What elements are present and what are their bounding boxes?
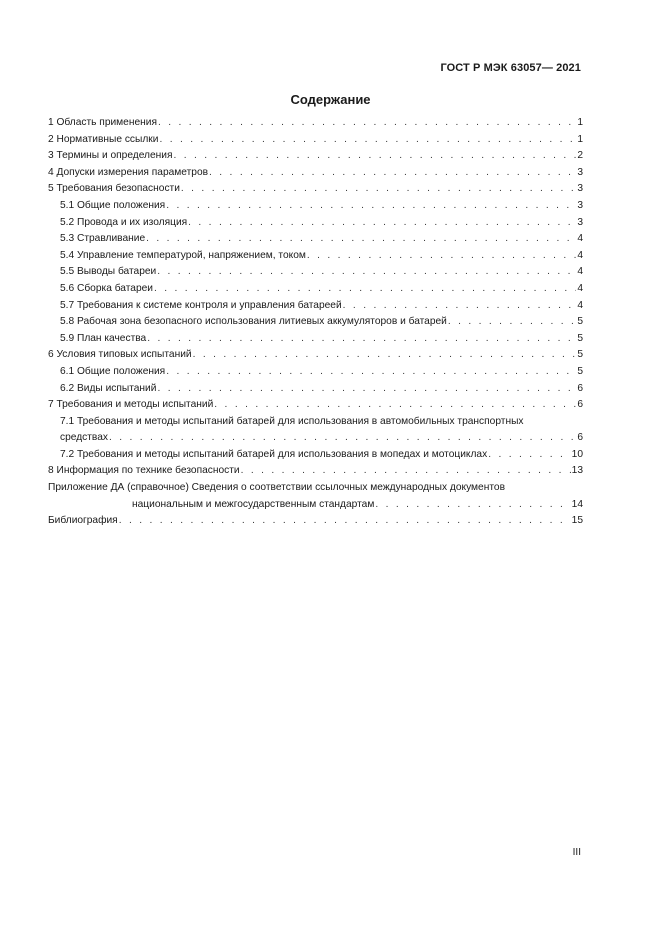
toc-entry-page: 3 [577,166,583,178]
standard-code: ГОСТ Р МЭК 63057— 2021 [440,62,581,74]
toc-entry-text-continued: национальным и межгосударственным стандартам [132,498,375,510]
toc-leader-dots [188,215,576,232]
toc-entry-text: 5.3 Стравливание [60,233,146,245]
toc-entry-page: 4 [577,282,583,294]
toc-entry-page: 6 [577,399,583,411]
toc-leader-dots [159,132,576,149]
toc-leader-dots [173,148,576,165]
toc-entry-page: 6 [577,432,583,444]
toc-entry-text: Приложение ДА (справочное) Сведения о соответствии ссылочных международных документов [48,482,505,494]
toc-leader-dots [147,331,576,348]
toc-entry-5-6[interactable] [48,281,583,298]
toc-entry-text: 7.2 Требования и методы испытаний батарей для использования в мопедах и мотоциклах [60,448,488,460]
toc-entry-tolerances[interactable] [48,165,583,182]
toc-entry-safety-information[interactable] [48,463,583,480]
toc-entry-page: 4 [577,266,583,278]
toc-leader-dots [181,181,576,198]
table-of-contents [48,115,583,530]
toc-entry-page: 14 [571,498,583,510]
toc-leader-dots [307,248,576,265]
toc-entry-5-3[interactable] [48,231,583,248]
toc-leader-dots [157,381,576,398]
toc-entry-page: 5 [577,349,583,361]
toc-entry-5-2[interactable] [48,215,583,232]
toc-entry-page: 4 [577,249,583,261]
toc-entry-bibliography[interactable] [48,513,583,530]
toc-entry-test-conditions[interactable] [48,347,583,364]
toc-entry-page: 10 [571,448,583,460]
toc-leader-dots [488,447,570,464]
toc-entry-terms[interactable] [48,148,583,165]
toc-leader-dots [166,198,576,215]
toc-entry-page: 2 [577,150,583,162]
toc-entry-text: 3 Термины и определения [48,150,173,162]
toc-entry-7-1[interactable] [48,414,583,447]
toc-entry-text: 5.6 Сборка батареи [60,282,153,294]
toc-entry-page: 15 [571,515,583,527]
toc-entry-text: Библиография [48,515,118,527]
toc-leader-dots [119,513,571,530]
toc-leader-dots [109,430,576,447]
toc-entry-safety-requirements[interactable] [48,181,583,198]
toc-entry-scope[interactable] [48,115,583,132]
toc-entry-text: 4 Допуски измерения параметров [48,166,209,178]
toc-entry-6-2[interactable] [48,381,583,398]
toc-entry-page: 4 [577,299,583,311]
toc-entry-text: 1 Область применения [48,117,157,128]
toc-leader-dots [154,281,576,298]
toc-entry-text: 5 Требования безопасности [48,183,180,195]
toc-entry-page: 1 [577,133,583,145]
toc-entry-text: 5.1 Общие положения [60,199,166,211]
toc-entry-page: 3 [577,183,583,195]
toc-entry-text: 7.1 Требования и методы испытаний батарей для использования в автомобильных транспортных [60,415,524,427]
toc-entry-5-8[interactable] [48,314,583,331]
toc-entry-page: 5 [577,332,583,344]
toc-entry-page: 3 [577,216,583,228]
toc-entry-page: 13 [571,465,583,477]
toc-leader-dots [158,115,576,132]
toc-entry-text: 5.4 Управление температурой, напряжением, током [60,249,306,261]
toc-leader-dots [146,231,576,248]
page-number: III [572,847,581,858]
toc-title: Содержание [290,92,371,107]
toc-entry-appendix-da[interactable] [48,480,583,513]
toc-entry-text: 5.2 Провода и их изоляция [60,216,188,228]
toc-entry-text: 6.2 Виды испытаний [60,382,157,394]
toc-entry-page: 4 [577,233,583,245]
toc-leader-dots [343,298,577,315]
toc-entry-text: 5.8 Рабочая зона безопасного использования литиевых аккумуляторов и батарей [60,316,447,328]
toc-entry-5-4[interactable] [48,248,583,265]
toc-entry-text: 5.9 План качества [60,332,147,344]
toc-leader-dots [375,497,570,514]
toc-entry-6-1[interactable] [48,364,583,381]
toc-leader-dots [157,264,576,281]
toc-leader-dots [166,364,576,381]
toc-entry-test-methods[interactable] [48,397,583,414]
toc-entry-5-7[interactable] [48,298,583,315]
toc-entry-text: 6.1 Общие положения [60,365,166,377]
toc-entry-normative-references[interactable] [48,132,583,149]
toc-entry-page: 3 [577,199,583,211]
toc-leader-dots [193,347,577,364]
toc-entry-page: 5 [577,316,583,328]
toc-entry-page: 5 [577,365,583,377]
toc-entry-text: 2 Нормативные ссылки [48,133,159,145]
toc-entry-text-continued: средствах [60,432,108,444]
toc-entry-5-5[interactable] [48,264,583,281]
toc-entry-page: 6 [577,382,583,394]
toc-entry-text: 8 Информация по технике безопасности [48,465,240,477]
toc-entry-5-9[interactable] [48,331,583,348]
toc-entry-7-2[interactable] [48,447,583,464]
toc-leader-dots [214,397,576,414]
toc-entry-text: 5.5 Выводы батареи [60,266,157,278]
toc-leader-dots [209,165,576,182]
toc-entry-text: 5.7 Требования к системе контроля и управления батареей [60,299,342,311]
toc-entry-page: 1 [577,117,583,128]
toc-leader-dots [448,314,576,331]
toc-entry-text: 7 Требования и методы испытаний [48,399,214,411]
toc-entry-5-1[interactable] [48,198,583,215]
toc-entry-text: 6 Условия типовых испытаний [48,349,192,361]
toc-leader-dots [241,463,571,480]
